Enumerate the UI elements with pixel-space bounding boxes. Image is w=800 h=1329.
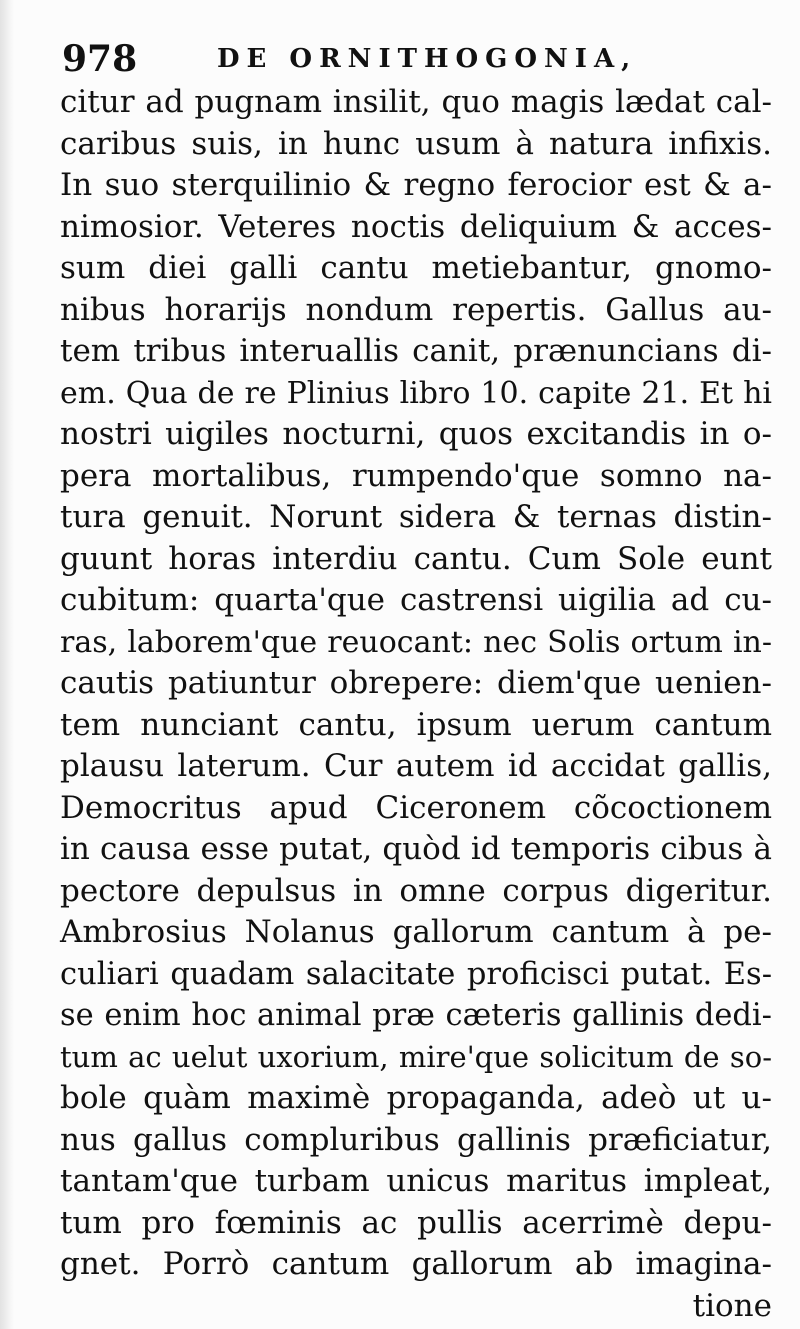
catchword: tione (692, 1287, 772, 1324)
text-line: Ambrosius Nolanus gallorum cantum à pe- (60, 914, 772, 950)
text-line: cautis patiuntur obrepere: diem'que uenien- (60, 665, 772, 701)
text-line: pectore depulsus in omne corpus digeritur. (60, 872, 772, 909)
running-head (62, 30, 722, 78)
text-line: tum pro fœminis ac pullis acerrimè depu- (60, 1204, 772, 1241)
text-line: em. Qua de re Plinius libro 10. capite 21. Et hi (60, 375, 772, 411)
text-line: nimosior. Veteres noctis deliquium & acces- (60, 208, 772, 245)
text-line: cubitum: quarta'que castrensi uigilia ad cu- (60, 582, 772, 618)
text-line: ras, laborem'que reuocant: nec Solis ortum in- (60, 624, 772, 660)
text-line: nibus horarijs nondum repertis. Gallus au- (60, 291, 772, 328)
text-line: se enim hoc animal præ cæteris gallinis dedi- (60, 998, 772, 1033)
text-line: nostri uigiles nocturni, quos excitandis in o- (60, 416, 772, 452)
text-line: plausu laterum. Cur autem id accidat gallis, (60, 748, 772, 784)
text-line: tem tribus interuallis canit, prænuncians di- (60, 333, 772, 369)
page-number: 978 (62, 38, 138, 80)
text-line: tantam'que turbam unicus maritus impleat, (60, 1163, 772, 1199)
text-line: pera mortalibus, rumpendo'que somno na- (60, 457, 772, 494)
text-line: bole quàm maximè propaganda, adeò ut u- (60, 1080, 772, 1116)
text-line: in causa esse putat, quòd id temporis cibus à (60, 831, 772, 867)
text-line: nus gallus compluribus gallinis præficiatur, (60, 1121, 772, 1158)
text-line: In suo sterquilinio & regno ferocior est & a- (60, 167, 772, 203)
text-line: guunt horas interdiu cantu. Cum Sole eunt (60, 540, 772, 577)
running-title: DE ORNITHOGONIA, (217, 44, 638, 74)
text-line: tum ac uelut uxorium, mire'que solicitum de so- (60, 1039, 772, 1074)
text-line: culiari quadam salacitate proficisci putat. Es- (60, 956, 772, 992)
body-text (60, 82, 772, 1327)
text-line: gnet. Porrò cantum gallorum ab imagina- (60, 1246, 772, 1282)
text-line: citur ad pugnam insilit, quo magis lædat cal- (60, 84, 772, 120)
text-line: Democritus apud Ciceronem cõcoctionem (60, 789, 772, 826)
text-line: tem nunciant cantu, ipsum uerum cantum (60, 706, 772, 743)
text-line: tura genuit. Norunt sidera & ternas distin- (60, 499, 772, 535)
text-line: sum diei galli cantu metiebantur, gnomo- (60, 250, 772, 286)
text-line: caribus suis, in hunc usum à natura infixis. (60, 125, 772, 162)
